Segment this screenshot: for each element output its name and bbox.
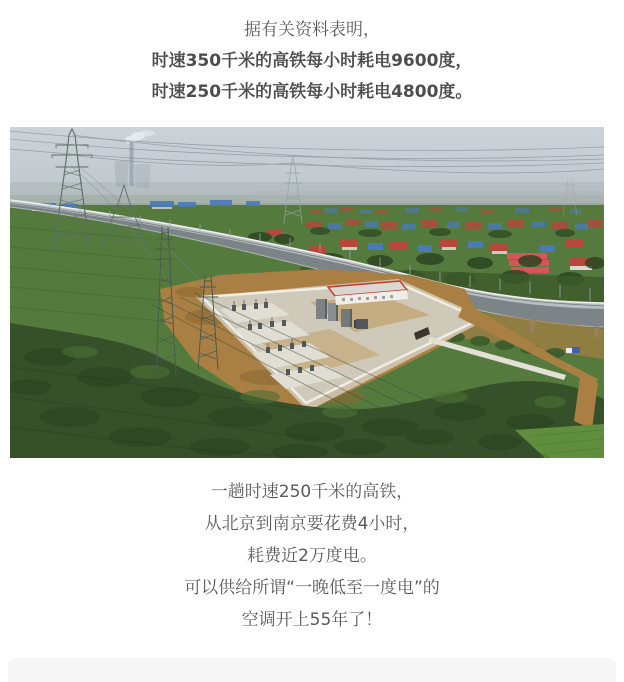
outro-text [0,458,624,636]
aerial-railway-substation-illustration [10,127,604,458]
outro-line-4: 可以供给所谓“一晚低至一度电”的 [184,578,440,598]
outro-line-3: 耗费近2万度电。 [247,546,377,566]
outro-line-1: 一趟时速250千米的高铁， [210,482,414,502]
outro-line-5: 空调开上55年了！ [241,610,383,630]
intro-text [0,0,624,108]
intro-line-3: 时速250千米的高铁每小时耗电4800度。 [151,82,473,102]
intro-line-1: 据有关资料表明， [244,20,380,40]
intro-line-2: 时速350千米的高铁每小时耗电9600度， [151,51,473,71]
article-photo[interactable] [10,127,604,458]
footer-card[interactable] [8,658,616,682]
outro-line-2: 从北京到南京要花费4小时， [204,514,420,534]
